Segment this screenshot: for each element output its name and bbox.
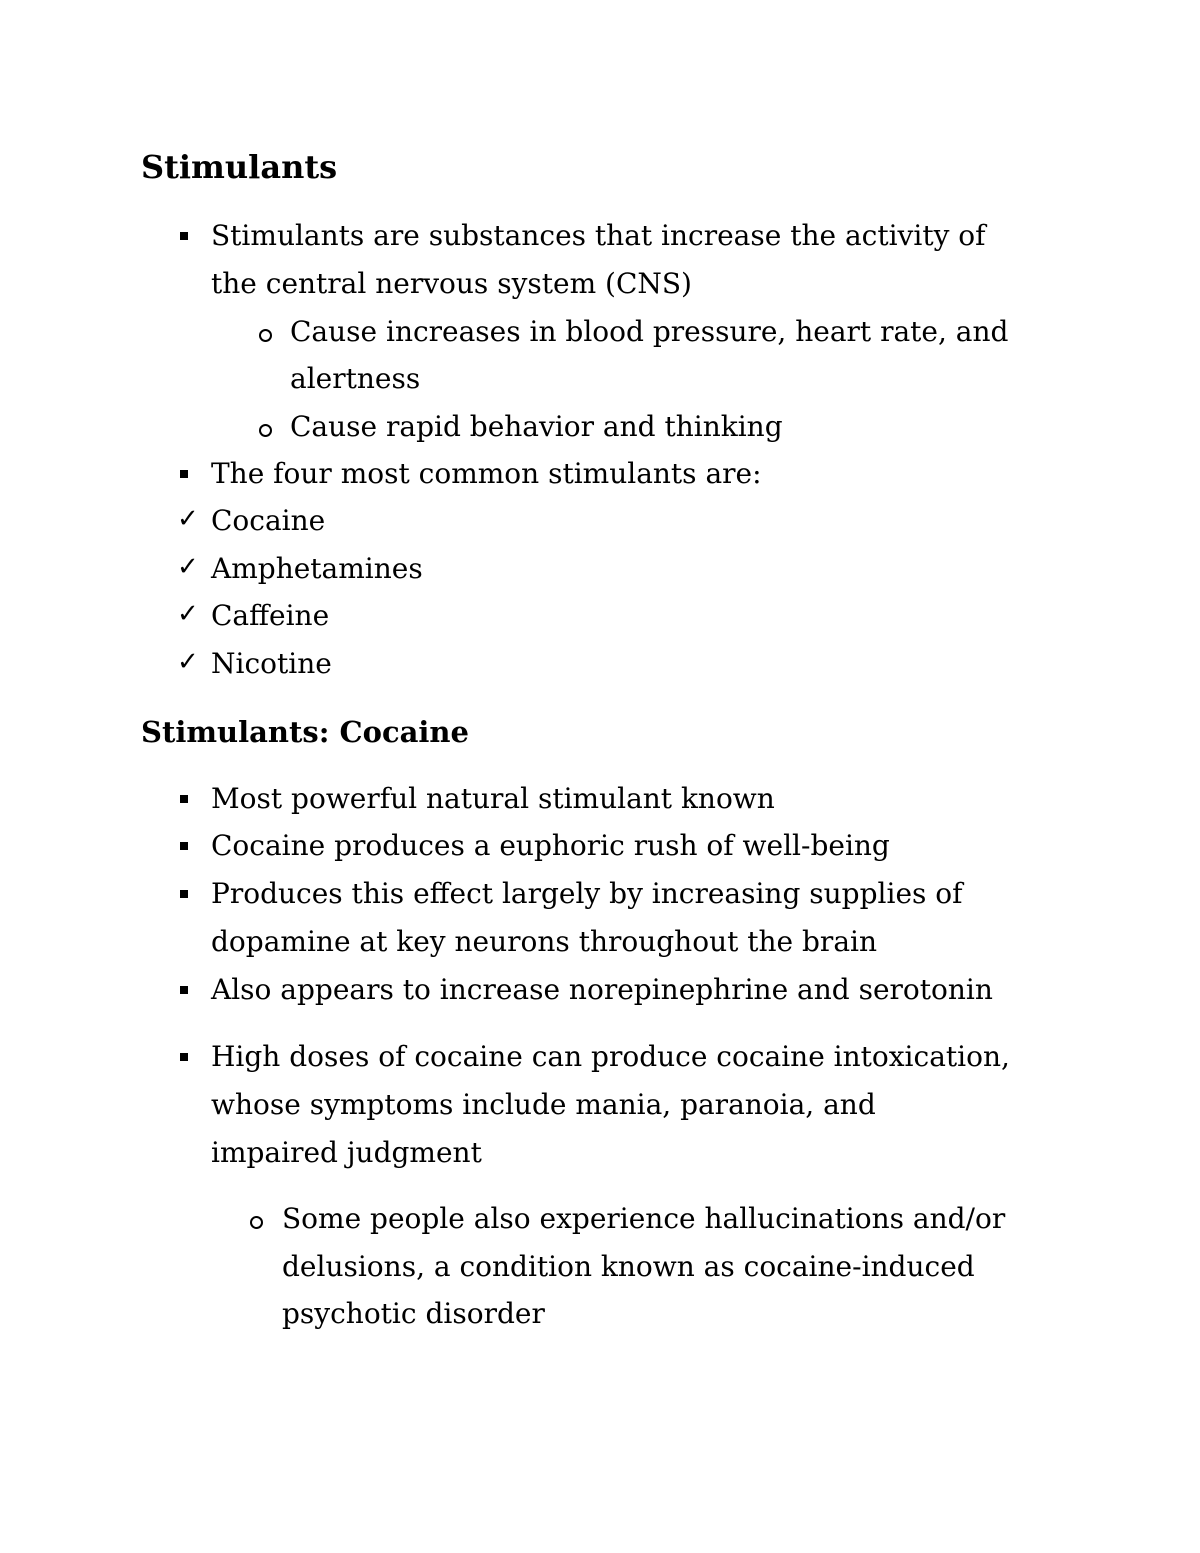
- square-bullet-icon: [180, 795, 188, 803]
- sub-bullet-text-line: psychotic disorder: [282, 1297, 545, 1330]
- sub-bullet-text-line: Cause increases in blood pressure, heart rate, and: [290, 315, 1009, 348]
- sub-bullet-text-line: alertness: [290, 362, 421, 395]
- bullet-text: Also appears to increase norepinephrine and serotonin: [211, 973, 993, 1006]
- bullet-text-line: High doses of cocaine can produce cocaine intoxication,: [211, 1040, 1010, 1073]
- square-bullet-icon: [180, 986, 188, 994]
- bullet-text: Cocaine produces a euphoric rush of well-being: [211, 829, 890, 862]
- check-item-text: Caffeine: [211, 599, 330, 632]
- square-bullet-icon: [180, 1053, 188, 1061]
- sub-bullet-text-line: Some people also experience hallucinations and/or: [282, 1202, 1006, 1235]
- checkmark-icon: ✓: [177, 647, 199, 677]
- bullet-text: The four most common stimulants are:: [211, 457, 762, 490]
- check-item-text: Nicotine: [211, 647, 332, 680]
- bullet-text-line: whose symptoms include mania, paranoia, and: [211, 1088, 876, 1121]
- sub-bullet-text-line: delusions, a condition known as cocaine-induced: [282, 1250, 975, 1283]
- checkmark-icon: ✓: [177, 552, 199, 582]
- section-title-stimulants: Stimulants: [141, 148, 338, 186]
- square-bullet-icon: [180, 232, 188, 240]
- square-bullet-icon: [180, 470, 188, 478]
- check-item-text: Amphetamines: [211, 552, 423, 585]
- bullet-text-line: Stimulants are substances that increase the activity of: [211, 219, 986, 252]
- bullet-text-line: dopamine at key neurons throughout the brain: [211, 925, 877, 958]
- circle-bullet-icon: [259, 424, 272, 437]
- section-title-cocaine: Stimulants: Cocaine: [141, 715, 469, 749]
- checkmark-icon: ✓: [177, 599, 199, 629]
- sub-bullet-text: Cause rapid behavior and thinking: [290, 410, 783, 443]
- bullet-text-line: Produces this effect largely by increasing supplies of: [211, 877, 963, 910]
- circle-bullet-icon: [259, 329, 272, 342]
- bullet-text-line: the central nervous system (CNS): [211, 267, 692, 300]
- square-bullet-icon: [180, 890, 188, 898]
- checkmark-icon: ✓: [177, 504, 199, 534]
- circle-bullet-icon: [250, 1216, 263, 1229]
- square-bullet-icon: [180, 842, 188, 850]
- bullet-text-line: impaired judgment: [211, 1136, 482, 1169]
- bullet-text: Most powerful natural stimulant known: [211, 782, 775, 815]
- check-item-text: Cocaine: [211, 504, 326, 537]
